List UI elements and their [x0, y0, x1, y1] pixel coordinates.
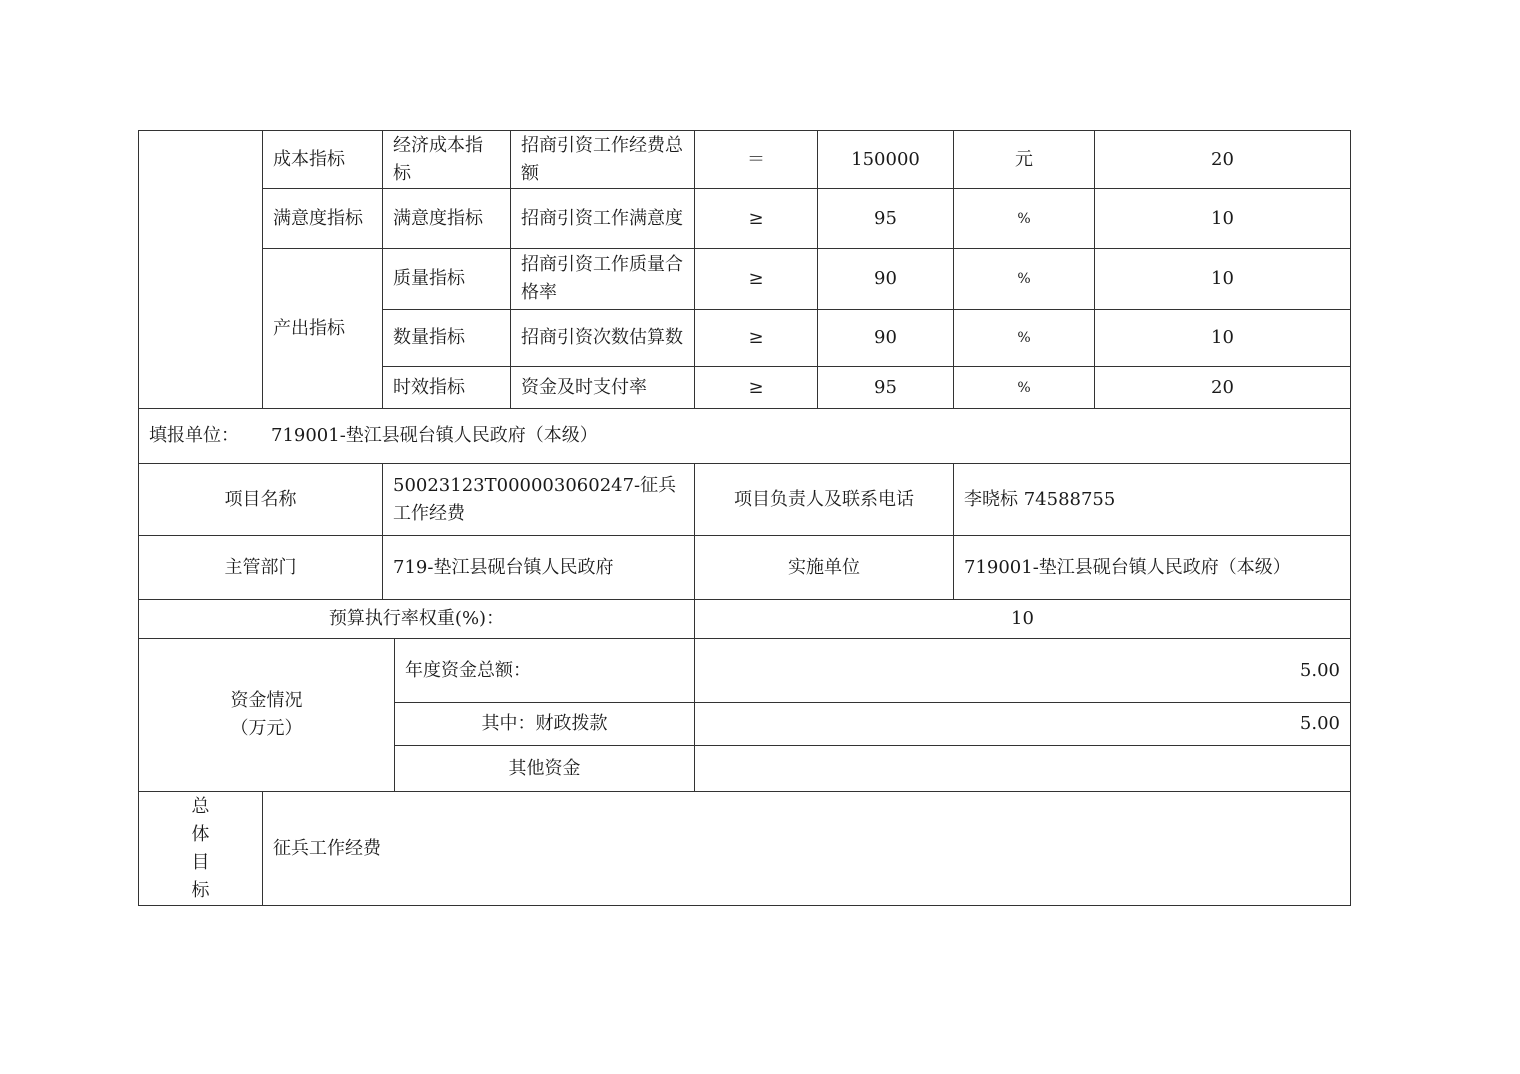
- funds-label-cell: [139, 639, 395, 792]
- weight-cell: 20: [1095, 131, 1351, 189]
- funds-other-label: 其他资金: [395, 746, 695, 792]
- indicator-row: [139, 249, 1351, 310]
- unit-cell: %: [954, 310, 1095, 367]
- fill-unit-value: 719001-垫江县砚台镇人民政府（本级）: [271, 425, 598, 446]
- indicator-name-cell: 资金及时支付率: [511, 367, 695, 409]
- target-value-cell: 95: [818, 189, 954, 249]
- funds-unit-label: （万元）: [230, 718, 303, 739]
- weight-cell: 10: [1095, 249, 1351, 310]
- operator-cell: ≥: [695, 189, 818, 249]
- goal-label-char: 体: [191, 823, 210, 845]
- budget-weight-row: [139, 600, 1351, 639]
- level3-indicator-cell: 数量指标: [383, 310, 511, 367]
- goal-label-char: 标: [191, 879, 210, 901]
- weight-cell: 10: [1095, 310, 1351, 367]
- implementing-unit-value: 719001-垫江县砚台镇人民政府（本级）: [954, 536, 1351, 600]
- level2-indicator-cell: 产出指标: [263, 249, 383, 409]
- department-value: 719-垫江县砚台镇人民政府: [383, 536, 695, 600]
- fill-unit-label: 填报单位：: [149, 425, 239, 446]
- indicator-row: [139, 189, 1351, 249]
- level1-indicator-cell: [139, 131, 263, 409]
- unit-cell: %: [954, 249, 1095, 310]
- goal-label-char: 总: [191, 795, 210, 817]
- department-row: [139, 536, 1351, 600]
- indicator-name-cell: 招商引资次数估算数: [511, 310, 695, 367]
- unit-cell: %: [954, 367, 1095, 409]
- goal-label-char: 目: [191, 851, 210, 873]
- project-owner-label: 项目负责人及联系电话: [695, 464, 954, 536]
- funds-fiscal-label: 其中：财政拨款: [395, 703, 695, 746]
- indicator-name-cell: 招商引资工作满意度: [511, 189, 695, 249]
- funds-total-row: [139, 639, 1351, 703]
- level3-indicator-cell: 满意度指标: [383, 189, 511, 249]
- performance-table-sheet: [138, 130, 1351, 906]
- performance-goal-table: [138, 130, 1351, 906]
- overall-goal-row: [139, 792, 1351, 906]
- indicator-row: [139, 131, 1351, 189]
- funds-total-label: 年度资金总额：: [395, 639, 695, 703]
- indicator-name-cell: 招商引资工作质量合格率: [511, 249, 695, 310]
- level3-indicator-cell: 经济成本指标: [383, 131, 511, 189]
- implementing-unit-label: 实施单位: [695, 536, 954, 600]
- budget-weight-value: 10: [695, 600, 1351, 639]
- fill-unit-row: [139, 409, 1351, 464]
- project-owner-value: 李晓标 74588755: [954, 464, 1351, 536]
- project-name-row: [139, 464, 1351, 536]
- level3-indicator-cell: 时效指标: [383, 367, 511, 409]
- operator-cell: ≥: [695, 249, 818, 310]
- overall-goal-value: 征兵工作经费: [263, 792, 1351, 906]
- operator-cell: ＝: [695, 131, 818, 189]
- target-value-cell: 90: [818, 310, 954, 367]
- weight-cell: 10: [1095, 189, 1351, 249]
- budget-weight-label: 预算执行率权重(%)：: [139, 600, 695, 639]
- fill-unit-cell: [139, 409, 1351, 464]
- level2-indicator-cell: 成本指标: [263, 131, 383, 189]
- funds-fiscal-value: 5.00: [695, 703, 1351, 746]
- project-name-value: 50023123T000003060247-征兵工作经费: [383, 464, 695, 536]
- operator-cell: ≥: [695, 367, 818, 409]
- funds-label: 资金情况: [230, 690, 303, 711]
- project-name-label: 项目名称: [139, 464, 383, 536]
- operator-cell: ≥: [695, 310, 818, 367]
- level2-indicator-cell: 满意度指标: [263, 189, 383, 249]
- indicator-name-cell: 招商引资工作经费总额: [511, 131, 695, 189]
- funds-total-value: 5.00: [695, 639, 1351, 703]
- target-value-cell: 95: [818, 367, 954, 409]
- unit-cell: %: [954, 189, 1095, 249]
- target-value-cell: 90: [818, 249, 954, 310]
- funds-other-value: [695, 746, 1351, 792]
- overall-goal-label: [139, 792, 263, 906]
- target-value-cell: 150000: [818, 131, 954, 189]
- department-label: 主管部门: [139, 536, 383, 600]
- level3-indicator-cell: 质量指标: [383, 249, 511, 310]
- unit-cell: 元: [954, 131, 1095, 189]
- weight-cell: 20: [1095, 367, 1351, 409]
